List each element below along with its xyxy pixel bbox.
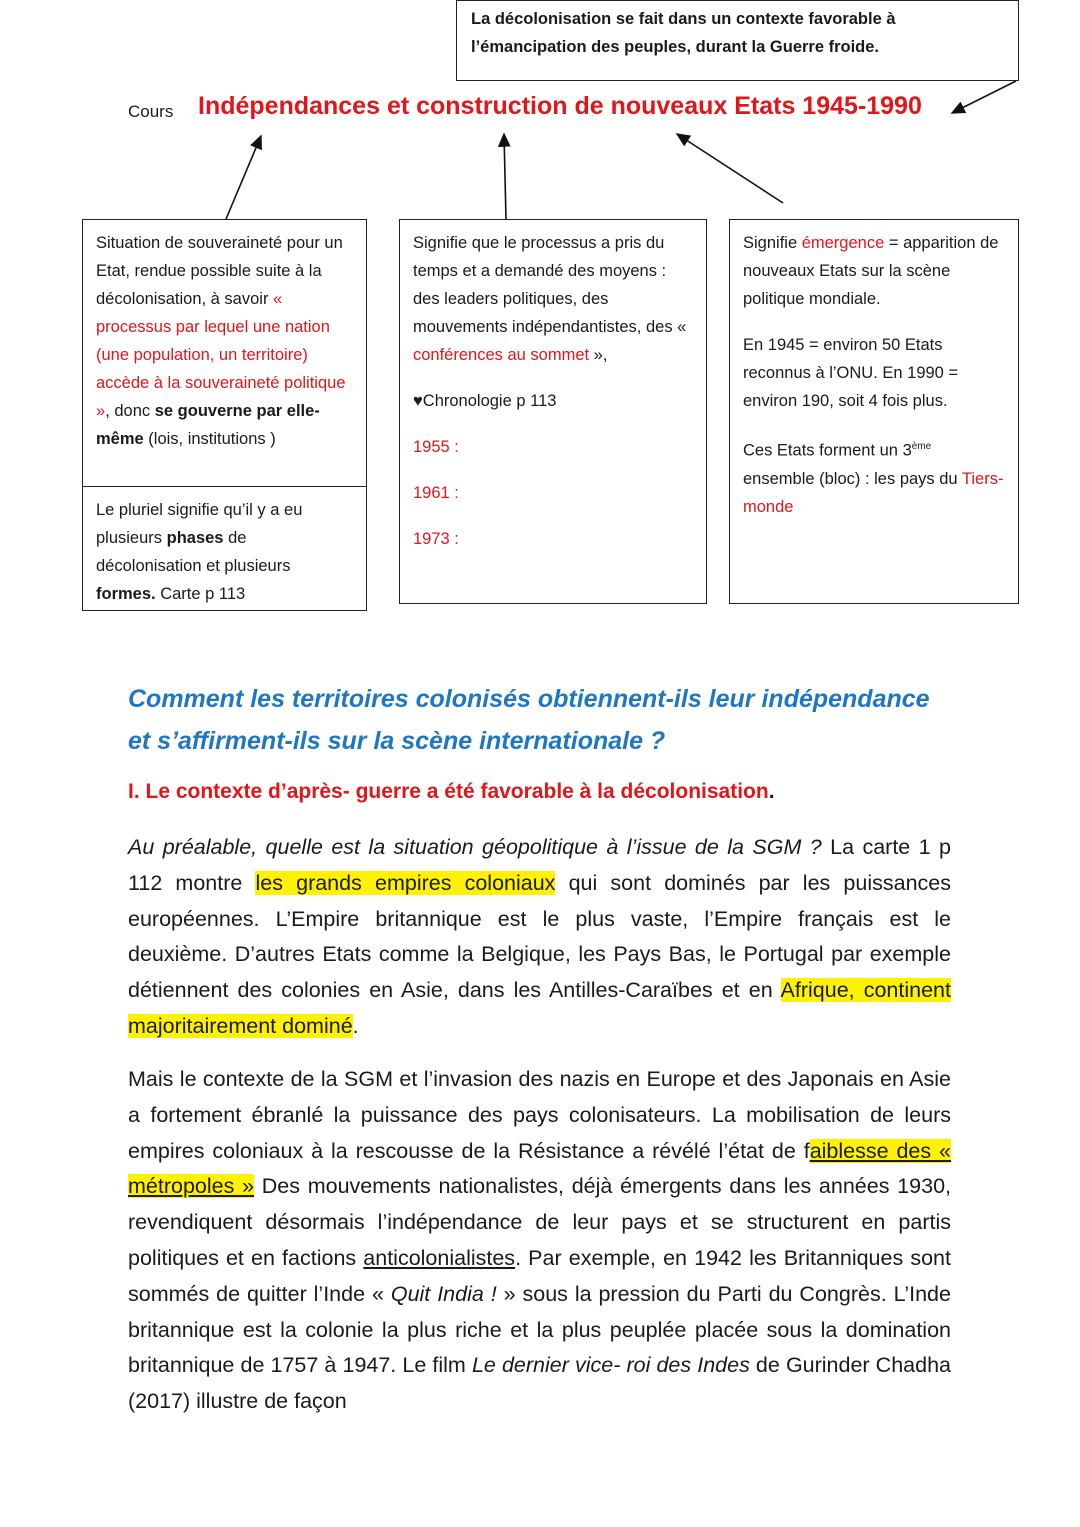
box1-text-1: Situation de souveraineté pour un Etat, rendue possible suite à la décolonisation, à savoir [96,234,343,308]
box2-text-1: Signifie que le processus a pris du temps et a demandé des moyens : des leaders politiques, des mouvements indépendantistes, des « [413,234,687,336]
para1-text-1: La carte 1 p 112 montre [128,835,951,895]
para1-text-3: . [352,1013,359,1038]
question-line2: et s’affirment-ils sur la scène internationale ? [128,727,666,755]
box1b-text-1: Le pluriel signifie qu’il y a eu plusieurs [96,501,303,547]
para1-highlight-afrique: Afrique, continent majoritairement dominé [128,978,951,1038]
date-1961: 1961 : [413,484,459,502]
section-heading-dot: . [768,780,775,803]
box3-tiers-monde: Tiers-monde [743,469,1004,516]
section-heading-text: I. Le contexte d’après- guerre a été favorable à la décolonisation [128,780,769,803]
para1-question: Au préalable, quelle est la situation géopolitique à l’issue de la SGM ? [128,835,822,859]
box1-bold-text: se gouverne par elle-même [96,402,320,448]
chronology-ref: ♥Chronologie p 113 [413,392,557,410]
box3-paragraph-2: En 1945 = environ 50 Etats reconnus à l’ONU. En 1990 = environ 190, soit 4 fois plus. [743,336,959,410]
problematique-question [128,678,968,762]
box2-text-2: », [589,346,608,364]
box1b-bold-formes: formes. [96,585,156,603]
para2-text-4: » sous la pression du Parti du Congrès. L’Inde britannique est la colonie la plus riche et la plus peuplée placée sous la domination britannique de 1757 à 1947. Le film [128,1281,951,1378]
box3-text-1: Signifie [743,234,802,252]
context-note-line2: l’émancipation des peuples, durant la Guerre froide. [471,38,880,56]
definition-box-independances [82,219,367,487]
para2-anticolonialistes: anticolonialistes [363,1245,516,1270]
box3-emergence: émergence [801,234,885,252]
definition-box-construction [399,219,707,604]
para2-highlight-faiblesse: aiblesse des « métropoles » [128,1138,952,1199]
para2-film-title: Le dernier vice- roi des Indes [471,1353,750,1378]
arrow-topbox-to-title [952,81,1016,113]
arrow-box1-to-title [226,136,261,219]
box2-paragraph [413,229,693,369]
arrow-box2-to-title [504,134,506,219]
box1b-map-ref: Carte p 113 [155,585,246,603]
date-1973: 1973 : [413,530,459,548]
question-line1: Comment les territoires colonisés obtiennent-ils leur indépendance [128,685,930,713]
para2-text-5: de Gurinder Chadha (2017) illustre de façon [128,1353,951,1414]
box3-text-2: = apparition de nouveaux Etats sur la scène politique mondiale. [743,234,999,308]
box3-text-4: ensemble (bloc) : les pays du [743,469,962,488]
section-heading-1 [128,780,775,804]
box1-text-2: , donc [105,402,155,420]
context-note-box [456,0,1019,81]
box1b-text-2: de décolonisation et plusieurs [96,529,291,575]
cours-label: Cours [128,102,174,121]
context-note-line1: La décolonisation se fait dans un contexte favorable à [471,10,896,28]
box1-definition-quote: « processus par lequel une nation (une population, un territoire) accède à la souveraineté politique » [96,290,346,420]
box3-paragraph-1 [743,229,1005,313]
box1-text-3: (lois, institutions ) [143,430,276,448]
para2-text-3: . Par exemple, en 1942 les Britanniques sont sommés de quitter l’Inde « [128,1245,951,1306]
page-title: Indépendances et construction de nouveaux Etats 1945-1990 [198,92,922,120]
arrow-box3-to-title [677,134,783,203]
plural-note-box [82,486,367,611]
box3-text-3: Ces Etats forment un 3 [743,441,912,460]
box2-conferences: conférences au sommet [413,346,590,364]
paragraph-2 [128,1062,951,1420]
para2-text-2: Des mouvements nationalistes, déjà émergents dans les années 1930, revendiquent désormais l’indépendance de leur pays et se structurent en partis politiques et en factions [128,1174,951,1270]
date-1955: 1955 : [413,438,459,456]
box1b-bold-phases: phases [166,529,224,547]
box3-paragraph-3 [743,433,1005,521]
para1-highlight-empires: les grands empires coloniaux [255,870,556,895]
definition-box-nouveaux-etats [729,219,1019,604]
box3-superscript: ème [911,441,932,452]
paragraph-1 [128,830,951,1045]
para2-quit-india: Quit India ! [390,1281,497,1306]
para2-text-1: Mais le contexte de la SGM et l’invasion des nazis en Europe et des Japonais en Asie a fortement ébranlé la puissance des pays colonisateurs. La mobilisation de leurs empires coloniaux à la rescousse de la Résistance a révélé l’état de f [128,1067,951,1163]
para1-text-2: qui sont dominés par les puissances européennes. L’Empire britannique est le plus vaste, l’Empire français est le deuxième. D’autres Etats comme la Belgique, les Pays Bas, le Portugal par exemple détiennent des colonies en Asie, dans les Antilles-Caraïbes et en [128,870,951,1003]
